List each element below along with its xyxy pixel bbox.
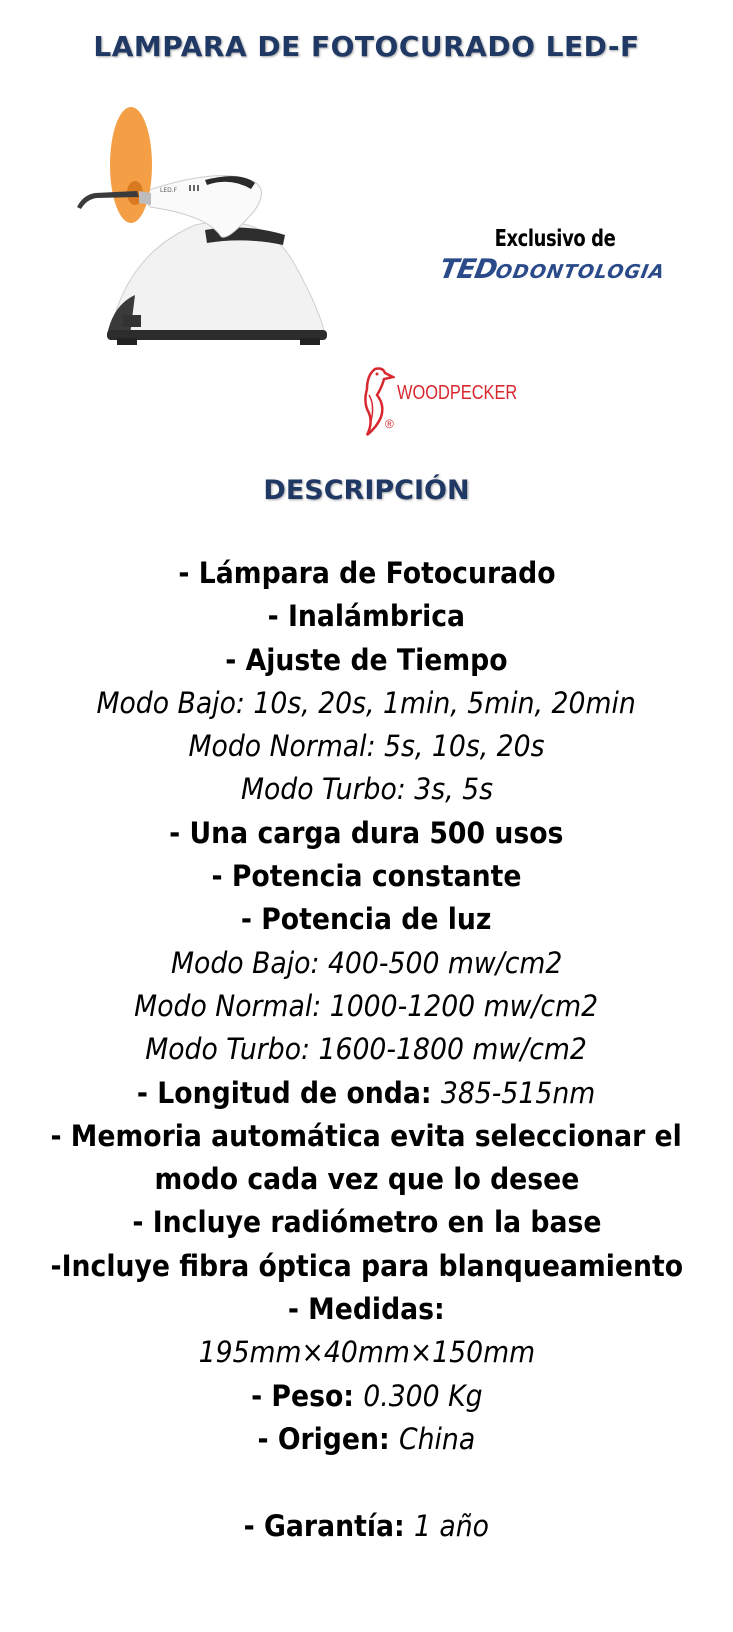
description-line-bold: - Incluye radiómetro en la base bbox=[131, 1205, 602, 1240]
description-line-bold: modo cada vez que lo desee bbox=[154, 1162, 579, 1197]
description-list bbox=[0, 552, 733, 1548]
description-line-italic: Modo Turbo: 3s, 5s bbox=[240, 772, 493, 807]
description-line-italic: Modo Bajo: 10s, 20s, 1min, 5min, 20min bbox=[96, 685, 637, 720]
woodpecker-logo bbox=[355, 365, 518, 440]
description-line-italic: China bbox=[399, 1421, 476, 1456]
description-line-italic: 385-515nm bbox=[441, 1075, 596, 1110]
description-line-italic: Modo Turbo: 1600-1800 mw/cm2 bbox=[145, 1032, 588, 1067]
description-line-bold: - Ajuste de Tiempo bbox=[225, 642, 508, 677]
description-line bbox=[0, 1331, 733, 1374]
description-line bbox=[0, 1158, 733, 1201]
description-line bbox=[0, 1505, 733, 1548]
description-line-bold: - Inalámbrica bbox=[267, 599, 466, 634]
description-line bbox=[0, 552, 733, 595]
registered-mark: ® bbox=[385, 417, 394, 431]
description-line-bold: - Lámpara de Fotocurado bbox=[177, 556, 556, 590]
description-line bbox=[0, 1072, 733, 1115]
description-line-bold: - Peso: bbox=[250, 1378, 363, 1413]
description-line-italic: Modo Bajo: 400-500 mw/cm2 bbox=[170, 945, 563, 980]
description-line bbox=[0, 1028, 733, 1071]
description-line bbox=[0, 812, 733, 855]
description-line-italic: Modo Normal: 1000-1200 mw/cm2 bbox=[134, 988, 599, 1023]
orange-filter-disc bbox=[110, 107, 152, 223]
description-line bbox=[0, 768, 733, 811]
description-line bbox=[0, 639, 733, 682]
description-line bbox=[0, 855, 733, 898]
description-line bbox=[0, 1288, 733, 1331]
description-line-italic: Modo Normal: 5s, 10s, 20s bbox=[188, 729, 545, 764]
page-title: LAMPARA DE FOTOCURADO LED-F bbox=[93, 30, 640, 63]
curing-lamp-image bbox=[55, 105, 340, 350]
exclusive-badge bbox=[437, 226, 690, 285]
description-line-bold: - Una carga dura 500 usos bbox=[169, 815, 564, 850]
description-line bbox=[0, 725, 733, 768]
description-line bbox=[0, 1418, 733, 1461]
description-line bbox=[0, 595, 733, 638]
description-line-bold: -Incluye fibra óptica para blanqueamiento bbox=[50, 1248, 683, 1283]
device-label: LED.F bbox=[160, 187, 178, 194]
description-line bbox=[0, 682, 733, 725]
description-line-italic: 1 año bbox=[414, 1508, 490, 1543]
description-line bbox=[0, 1375, 733, 1418]
description-line-bold: - Potencia constante bbox=[211, 859, 522, 894]
woodpecker-brand-text: WOODPECKER bbox=[397, 382, 518, 404]
description-line-bold: - Memoria automática evita seleccionar el bbox=[50, 1118, 683, 1153]
description-line bbox=[0, 985, 733, 1028]
description-line bbox=[0, 1245, 733, 1288]
description-line bbox=[0, 942, 733, 985]
description-line-italic: 195mm×40mm×150mm bbox=[198, 1335, 535, 1370]
description-heading: DESCRIPCIÓN bbox=[263, 475, 470, 506]
description-line-bold: - Origen: bbox=[257, 1421, 400, 1456]
description-line-bold: - Longitud de onda: bbox=[137, 1075, 442, 1110]
description-line-bold: - Garantía: bbox=[243, 1508, 415, 1543]
description-line-bold: - Medidas: bbox=[288, 1292, 445, 1327]
description-line bbox=[0, 1461, 733, 1504]
exclusive-label: Exclusivo de bbox=[494, 226, 616, 252]
description-line bbox=[0, 1115, 733, 1158]
description-line bbox=[0, 898, 733, 941]
ted-odontologia-logo: TEDODONTOLOGIA bbox=[437, 254, 667, 285]
description-line bbox=[0, 1201, 733, 1244]
description-line-italic: 0.300 Kg bbox=[362, 1378, 483, 1413]
description-line-bold: - Potencia de luz bbox=[241, 902, 492, 937]
